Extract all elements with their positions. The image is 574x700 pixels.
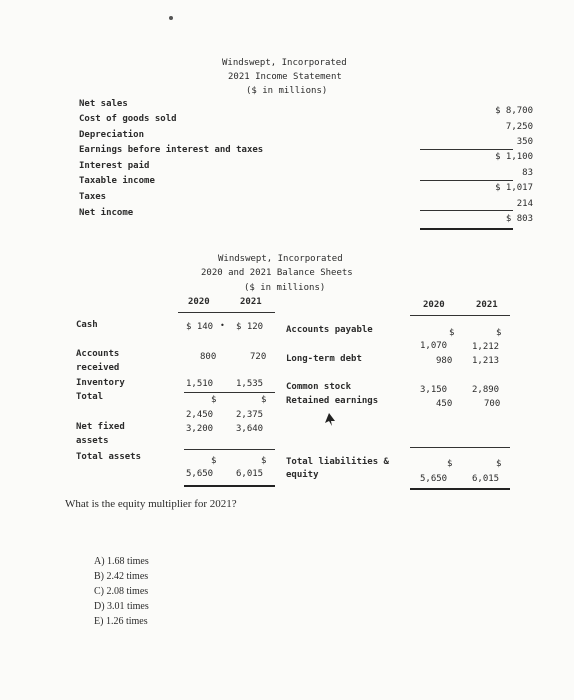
balance-right-header-rule: [410, 315, 510, 316]
balance-label-cash: Cash: [76, 320, 98, 330]
balance-total-2021-dollar: $: [261, 395, 267, 405]
income-rule-double: [420, 228, 513, 230]
income-value-ebit: $ 1,100: [495, 152, 533, 162]
balance-label-retained-earnings: Retained earnings: [286, 396, 379, 406]
income-rule-2: [420, 180, 513, 181]
balance-cs-2021: 2,890: [472, 385, 500, 395]
balance-inv-2021: 1,535: [236, 379, 264, 389]
balance-nfa-2021: 3,640: [236, 424, 264, 434]
answer-option-d[interactable]: D) 3.01 times: [94, 601, 149, 612]
balance-label-accounts-received-2: received: [76, 363, 120, 373]
balance-total-2020: 2,450: [186, 410, 214, 420]
bullet-mark: •: [220, 321, 225, 330]
mouse-pointer-icon: [322, 412, 338, 428]
balance-cash-2020: $ 140: [186, 322, 214, 332]
balance-tl-rule: [410, 447, 510, 448]
income-title-1: Windswept, Incorporated: [222, 58, 347, 68]
income-label-taxes: Taxes: [79, 192, 107, 202]
balance-ltd-2020: 980: [436, 356, 453, 366]
income-label-depreciation: Depreciation: [79, 130, 145, 140]
balance-re-2020: 450: [436, 399, 453, 409]
balance-tl-2020-dollar: $: [447, 459, 453, 469]
balance-ltd-2021: 1,213: [472, 356, 500, 366]
income-value-taxes: 214: [516, 199, 533, 209]
balance-tl-2021-dollar: $: [496, 459, 502, 469]
question-prompt: What is the equity multiplier for 2021?: [65, 498, 237, 510]
balance-ap-2020-dollar: $: [449, 328, 455, 338]
answer-option-e[interactable]: E) 1.26 times: [94, 616, 148, 627]
balance-left-year-2020: 2020: [188, 297, 210, 307]
balance-title-2: 2020 and 2021 Balance Sheets: [201, 268, 353, 278]
balance-label-net-fixed-1: Net fixed: [76, 422, 125, 432]
income-value-cogs: 7,250: [505, 122, 533, 132]
income-label-ebit: Earnings before interest and taxes: [79, 145, 264, 155]
balance-title-3: ($ in millions): [244, 283, 326, 293]
income-value-depreciation: 350: [516, 137, 533, 147]
balance-ta-2020-dollar: $: [211, 456, 217, 466]
balance-tl-2021: 6,015: [472, 474, 500, 484]
income-value-taxable: $ 1,017: [495, 183, 533, 193]
income-label-net-sales: Net sales: [79, 99, 128, 109]
income-label-net-income: Net income: [79, 208, 134, 218]
balance-left-bottom-rule: [184, 485, 275, 487]
balance-nfa-2020: 3,200: [186, 424, 214, 434]
income-value-net-sales: $ 8,700: [495, 106, 533, 116]
balance-total-2021: 2,375: [236, 410, 264, 420]
balance-ta-2021: 6,015: [236, 469, 264, 479]
balance-label-total: Total: [76, 392, 104, 402]
balance-right-year-2020: 2020: [423, 300, 445, 310]
balance-total-assets-rule: [184, 449, 275, 450]
balance-left-header-rule: [178, 312, 275, 313]
balance-ap-2020: 1,070: [420, 341, 448, 351]
balance-label-accounts-payable: Accounts payable: [286, 325, 373, 335]
balance-ap-2021: 1,212: [472, 342, 500, 352]
answer-option-a[interactable]: A) 1.68 times: [94, 556, 149, 567]
income-value-net-income: $ 803: [505, 214, 533, 224]
income-title-3: ($ in millions): [246, 86, 328, 96]
income-value-interest: 83: [522, 168, 533, 178]
balance-right-bottom-rule: [410, 488, 510, 490]
balance-ar-2021: 720: [250, 352, 267, 362]
balance-re-2021: 700: [484, 399, 501, 409]
balance-total-rule: [184, 392, 275, 393]
balance-label-net-fixed-2: assets: [76, 436, 109, 446]
income-label-taxable: Taxable income: [79, 176, 155, 186]
balance-label-inventory: Inventory: [76, 378, 125, 388]
answer-option-b[interactable]: B) 2.42 times: [94, 571, 149, 582]
speck-dot: [169, 16, 173, 20]
balance-title-1: Windswept, Incorporated: [218, 254, 343, 264]
balance-label-long-term-debt: Long-term debt: [286, 354, 362, 364]
balance-cs-2020: 3,150: [420, 385, 448, 395]
balance-left-year-2021: 2021: [240, 297, 262, 307]
balance-label-total-liabilities-1: Total liabilities &: [286, 457, 389, 467]
balance-total-2020-dollar: $: [211, 395, 217, 405]
income-label-interest: Interest paid: [79, 161, 150, 171]
balance-right-year-2021: 2021: [476, 300, 498, 310]
income-label-cogs: Cost of goods sold: [79, 114, 177, 124]
balance-cash-2021: $ 120: [236, 322, 264, 332]
balance-tl-2020: 5,650: [420, 474, 448, 484]
income-rule-1: [420, 149, 513, 150]
balance-ar-2020: 800: [200, 352, 217, 362]
balance-label-total-liabilities-2: equity: [286, 470, 319, 480]
answer-option-c[interactable]: C) 2.08 times: [94, 586, 149, 597]
income-rule-3: [420, 210, 513, 211]
balance-ap-2021-dollar: $: [496, 328, 502, 338]
balance-label-total-assets: Total assets: [76, 452, 142, 462]
balance-label-accounts-received-1: Accounts: [76, 349, 120, 359]
balance-inv-2020: 1,510: [186, 379, 214, 389]
balance-ta-2021-dollar: $: [261, 456, 267, 466]
balance-label-common-stock: Common stock: [286, 382, 352, 392]
income-title-2: 2021 Income Statement: [228, 72, 342, 82]
balance-ta-2020: 5,650: [186, 469, 214, 479]
